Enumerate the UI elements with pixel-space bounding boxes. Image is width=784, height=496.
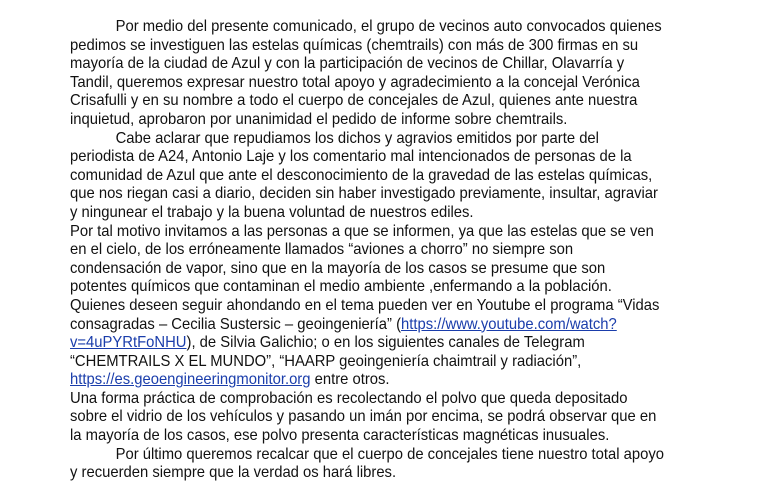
text-line xyxy=(70,371,735,390)
text-line: en el cielo, de los erróneamente llamados “aviones a chorro” no siempre son xyxy=(70,241,574,259)
youtube-link[interactable]: https://www.youtube.com/watch? xyxy=(401,315,617,333)
text-line: Por tal motivo invitamos a las personas a que se informen, ya que las estelas que se ven xyxy=(70,222,654,240)
text-line: mayoría de la ciudad de Azul y con la participación de vecinos de Chillar, Olavarría y xyxy=(70,55,625,73)
text-line: Una forma práctica de comprobación es recolectando el polvo que queda depositado xyxy=(70,389,628,407)
text-line: sobre el vidrio de los vehículos y pasando un imán por encima, se podrá observar que en xyxy=(70,408,657,426)
text-line: inquietud, aprobaron por unanimidad el pedido de informe sobre chemtrails. xyxy=(70,110,568,128)
text-line: comunidad de Azul que ante el desconocimiento de la gravedad de las estelas químicas, xyxy=(70,166,653,184)
text-line: Crisafulli y en su nombre a todo el cuerpo de concejales de Azul, quienes ante nuestra xyxy=(70,92,638,110)
text-line xyxy=(70,316,735,335)
paragraph-5 xyxy=(70,446,735,483)
paragraph-4 xyxy=(70,390,735,446)
geoengineering-monitor-link[interactable]: https://es.geoengineeringmonitor.org xyxy=(70,371,311,389)
text-segment: ), de Silvia Galichio; o en los siguientes canales de Telegram xyxy=(186,334,585,352)
text-line: condensación de vapor, sino que en la mayoría de los casos se presume que son xyxy=(70,259,606,277)
text-line: Por medio del presente comunicado, el grupo de vecinos auto convocados quienes xyxy=(115,18,662,35)
document-body xyxy=(70,18,735,483)
paragraph-3 xyxy=(70,223,735,390)
text-line: que nos riegan casi a diario, deciden sin haber investigado previamente, insultar, agraviar xyxy=(70,185,658,203)
paragraph-1 xyxy=(70,18,735,130)
text-segment: entre otros. xyxy=(310,371,390,389)
text-line: Por último queremos recalcar que el cuerpo de concejales tiene nuestro total apoyo xyxy=(115,445,665,463)
text-segment: consagradas – Cecilia Sustersic – geoingeniería” ( xyxy=(70,315,402,333)
text-line: pedimos se investiguen las estelas químicas (chemtrails) con más de 300 firmas en su xyxy=(70,36,639,54)
text-line: “CHEMTRAILS X EL MUNDO”, “HAARP geoingeniería chaimtrail y radiación”, xyxy=(70,352,582,370)
paragraph-2 xyxy=(70,130,735,223)
text-line: Tandil, queremos expresar nuestro total apoyo y agradecimiento a la concejal Verónica xyxy=(70,73,640,91)
text-line: y ningunear el trabajo y la buena voluntad de nuestros ediles. xyxy=(70,203,474,221)
text-line: potentes químicos que contaminan el medio ambiente ,enfermando a la población. xyxy=(70,278,612,296)
youtube-link-continued[interactable]: v=4uPYRtFoNHU xyxy=(70,334,187,352)
text-line: y recuerden siempre que la verdad os hará libres. xyxy=(70,464,397,482)
text-line: Cabe aclarar que repudiamos los dichos y agravios emitidos por parte del xyxy=(115,129,599,147)
text-line: periodista de A24, Antonio Laje y los comentario mal intencionados de personas de la xyxy=(70,148,632,166)
text-line: Quienes deseen seguir ahondando en el tema pueden ver en Youtube el programa “Vidas xyxy=(70,296,660,314)
text-line: la mayoría de los casos, ese polvo presenta características magnéticas inusuales. xyxy=(70,427,610,445)
text-line xyxy=(70,334,735,353)
